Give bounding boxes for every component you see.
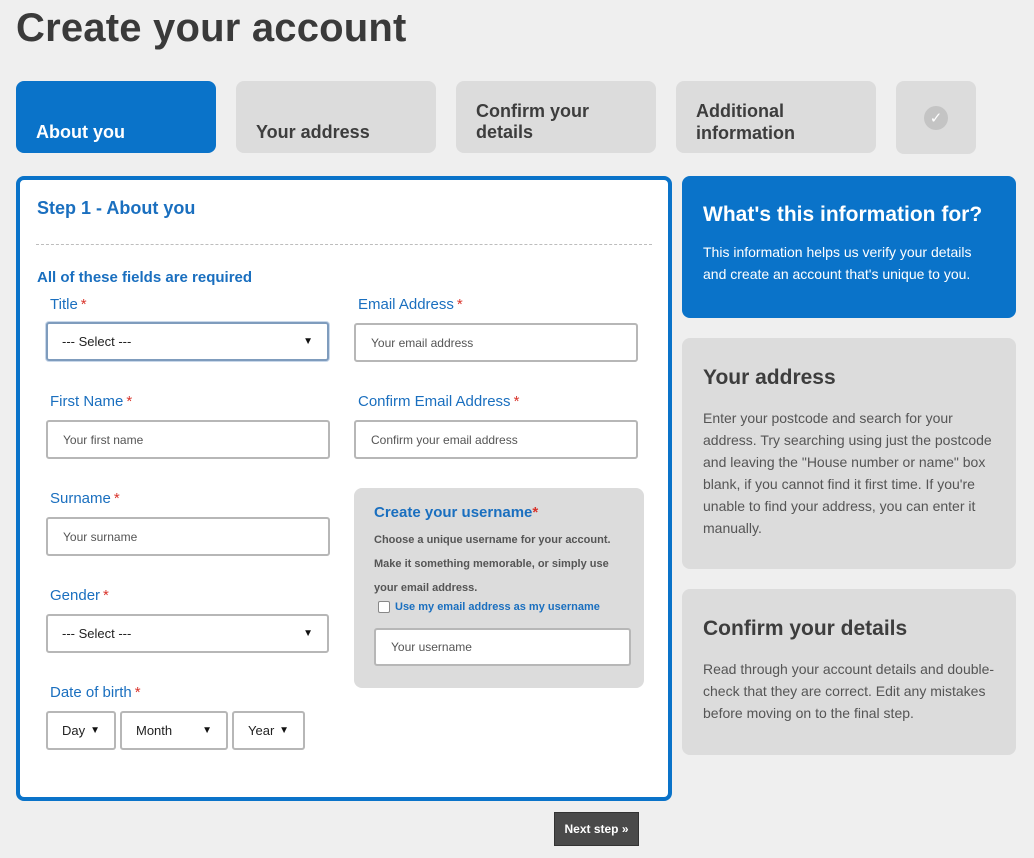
surname-label: Surname * xyxy=(50,490,120,507)
tab-label: About you xyxy=(36,122,125,142)
caret-down-icon: ▼ xyxy=(90,725,100,736)
username-input[interactable] xyxy=(374,628,631,666)
required-marker: * xyxy=(513,393,520,410)
gender-select-value: --- Select --- xyxy=(62,626,132,641)
step-heading: Step 1 - About you xyxy=(37,198,196,218)
divider xyxy=(36,244,652,245)
tab-label: Additional information xyxy=(696,101,795,143)
caret-down-icon: ▼ xyxy=(279,725,289,736)
form-panel xyxy=(16,176,672,801)
username-placeholder: Your username xyxy=(391,640,472,654)
title-select-value: --- Select --- xyxy=(62,334,132,349)
username-title: Create your username* xyxy=(374,504,539,521)
required-marker: * xyxy=(456,296,463,313)
dob-year-value: Year xyxy=(248,723,275,738)
tab-complete[interactable] xyxy=(896,81,976,154)
required-marker: * xyxy=(134,684,141,701)
confirm-email-input[interactable] xyxy=(354,420,638,459)
tab-your-address[interactable] xyxy=(236,81,436,153)
info-card-confirm xyxy=(682,589,1016,755)
caret-down-icon: ▼ xyxy=(202,725,212,736)
dob-day-value: Day xyxy=(62,723,86,738)
title-select[interactable] xyxy=(46,322,329,361)
surname-placeholder: Your surname xyxy=(63,529,138,544)
page-title: Create your account xyxy=(16,6,407,50)
tab-additional-information[interactable] xyxy=(676,81,876,153)
use-email-checkbox[interactable] xyxy=(378,601,390,613)
card-title: Your address xyxy=(703,366,836,389)
title-label: Title * xyxy=(50,296,87,313)
surname-input[interactable] xyxy=(46,517,330,556)
card-text: Read through your account details and double-check that they are correct. Edit any mistakes before moving on to the final step. xyxy=(703,661,995,721)
required-marker: * xyxy=(103,587,109,604)
required-marker: * xyxy=(80,296,87,313)
username-description: Choose a unique username for your account. Make it something memorable, or simply use your email address. xyxy=(374,534,611,594)
caret-down-icon: ▼ xyxy=(303,336,313,347)
card-text: Enter your postcode and search for your address. Try searching using just the postcode and leaving the "House number or name" box blank, if you cannot find it first time. If you're unable to find your address, you can enter it manually. xyxy=(703,410,992,536)
card-title: Confirm your details xyxy=(703,617,908,640)
tab-label: Your address xyxy=(256,122,370,142)
dob-year-select[interactable] xyxy=(232,711,305,750)
username-box xyxy=(354,488,644,688)
tab-confirm-details[interactable] xyxy=(456,81,656,153)
required-marker: * xyxy=(126,393,133,410)
required-note: All of these fields are required xyxy=(37,269,253,286)
card-text: This information helps us verify your details and create an account that's unique to you. xyxy=(703,244,972,282)
card-title: What's this information for? xyxy=(703,203,983,226)
first-name-input[interactable] xyxy=(46,420,330,459)
use-email-as-username[interactable] xyxy=(378,601,600,613)
tab-about-you[interactable] xyxy=(16,81,216,153)
dob-day-select[interactable] xyxy=(46,711,116,750)
dob-month-select[interactable] xyxy=(120,711,228,750)
dob-label: Date of birth * xyxy=(50,684,141,701)
confirm-email-placeholder: Confirm your email address xyxy=(371,432,518,447)
required-marker: * xyxy=(113,490,120,507)
confirm-email-label: Confirm Email Address * xyxy=(358,393,520,410)
email-placeholder: Your email address xyxy=(371,335,474,350)
first-name-label: First Name * xyxy=(50,393,133,410)
use-email-checkbox-label[interactable]: Use my email address as my username xyxy=(395,601,600,613)
check-icon: ✓ xyxy=(924,106,948,130)
email-input[interactable] xyxy=(354,323,638,362)
gender-label: Gender * xyxy=(50,587,109,604)
tab-label: Confirm your details xyxy=(476,101,590,142)
info-card-address xyxy=(682,338,1016,569)
required-marker: * xyxy=(532,504,539,521)
info-card-purpose xyxy=(682,176,1016,318)
dob-month-value: Month xyxy=(136,723,173,738)
caret-down-icon: ▼ xyxy=(303,628,313,639)
first-name-placeholder: Your first name xyxy=(63,432,144,447)
gender-select[interactable] xyxy=(46,614,329,653)
next-step-button[interactable]: Next step » xyxy=(554,812,639,846)
email-label: Email Address * xyxy=(358,296,463,313)
